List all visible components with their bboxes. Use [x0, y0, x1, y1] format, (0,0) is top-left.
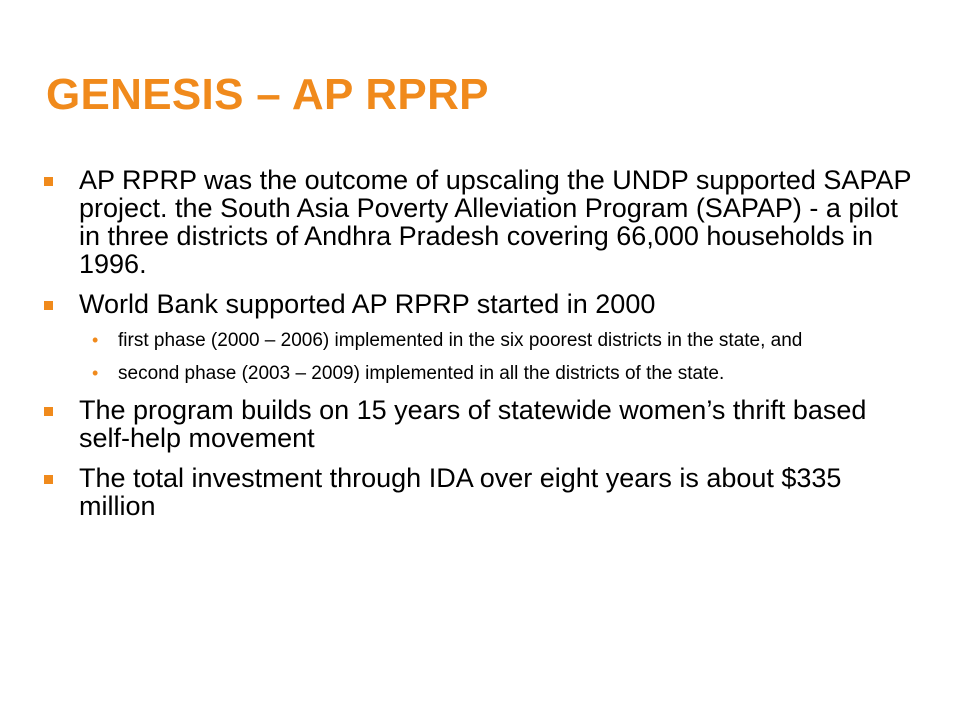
bullet-text: World Bank supported AP RPRP started in 2000: [79, 289, 656, 319]
square-bullet-icon: [44, 177, 53, 186]
bullet-text: AP RPRP was the outcome of upscaling the UNDP supported SAPAP project. the South Asia Poverty Alleviation Program (SAPAP) - a pilot in three districts of Andhra Pradesh covering 66,000 households in 1996.: [79, 165, 911, 279]
bullet-item: [42, 464, 912, 520]
bullet-item: [42, 166, 912, 278]
dot-bullet-icon: •: [92, 363, 99, 383]
bullet-text: The program builds on 15 years of statewide women’s thrift based self-help movement: [79, 395, 867, 453]
bullet-text: The total investment through IDA over eight years is about $335 million: [79, 463, 842, 521]
bullet-item: [42, 290, 912, 318]
dot-bullet-icon: •: [92, 330, 99, 350]
sub-bullet-text: first phase (2000 – 2006) implemented in the six poorest districts in the state, and: [118, 330, 803, 351]
square-bullet-icon: [44, 301, 53, 310]
sub-bullet-item: [42, 363, 912, 384]
bullet-item: [42, 396, 912, 452]
square-bullet-icon: [44, 407, 53, 416]
sub-bullet-item: [42, 330, 912, 351]
bullet-list: [42, 166, 912, 532]
sub-bullet-text: second phase (2003 – 2009) implemented in all the districts of the state.: [118, 363, 725, 384]
slide-title: GENESIS – AP RPRP: [46, 70, 489, 119]
square-bullet-icon: [44, 475, 53, 484]
